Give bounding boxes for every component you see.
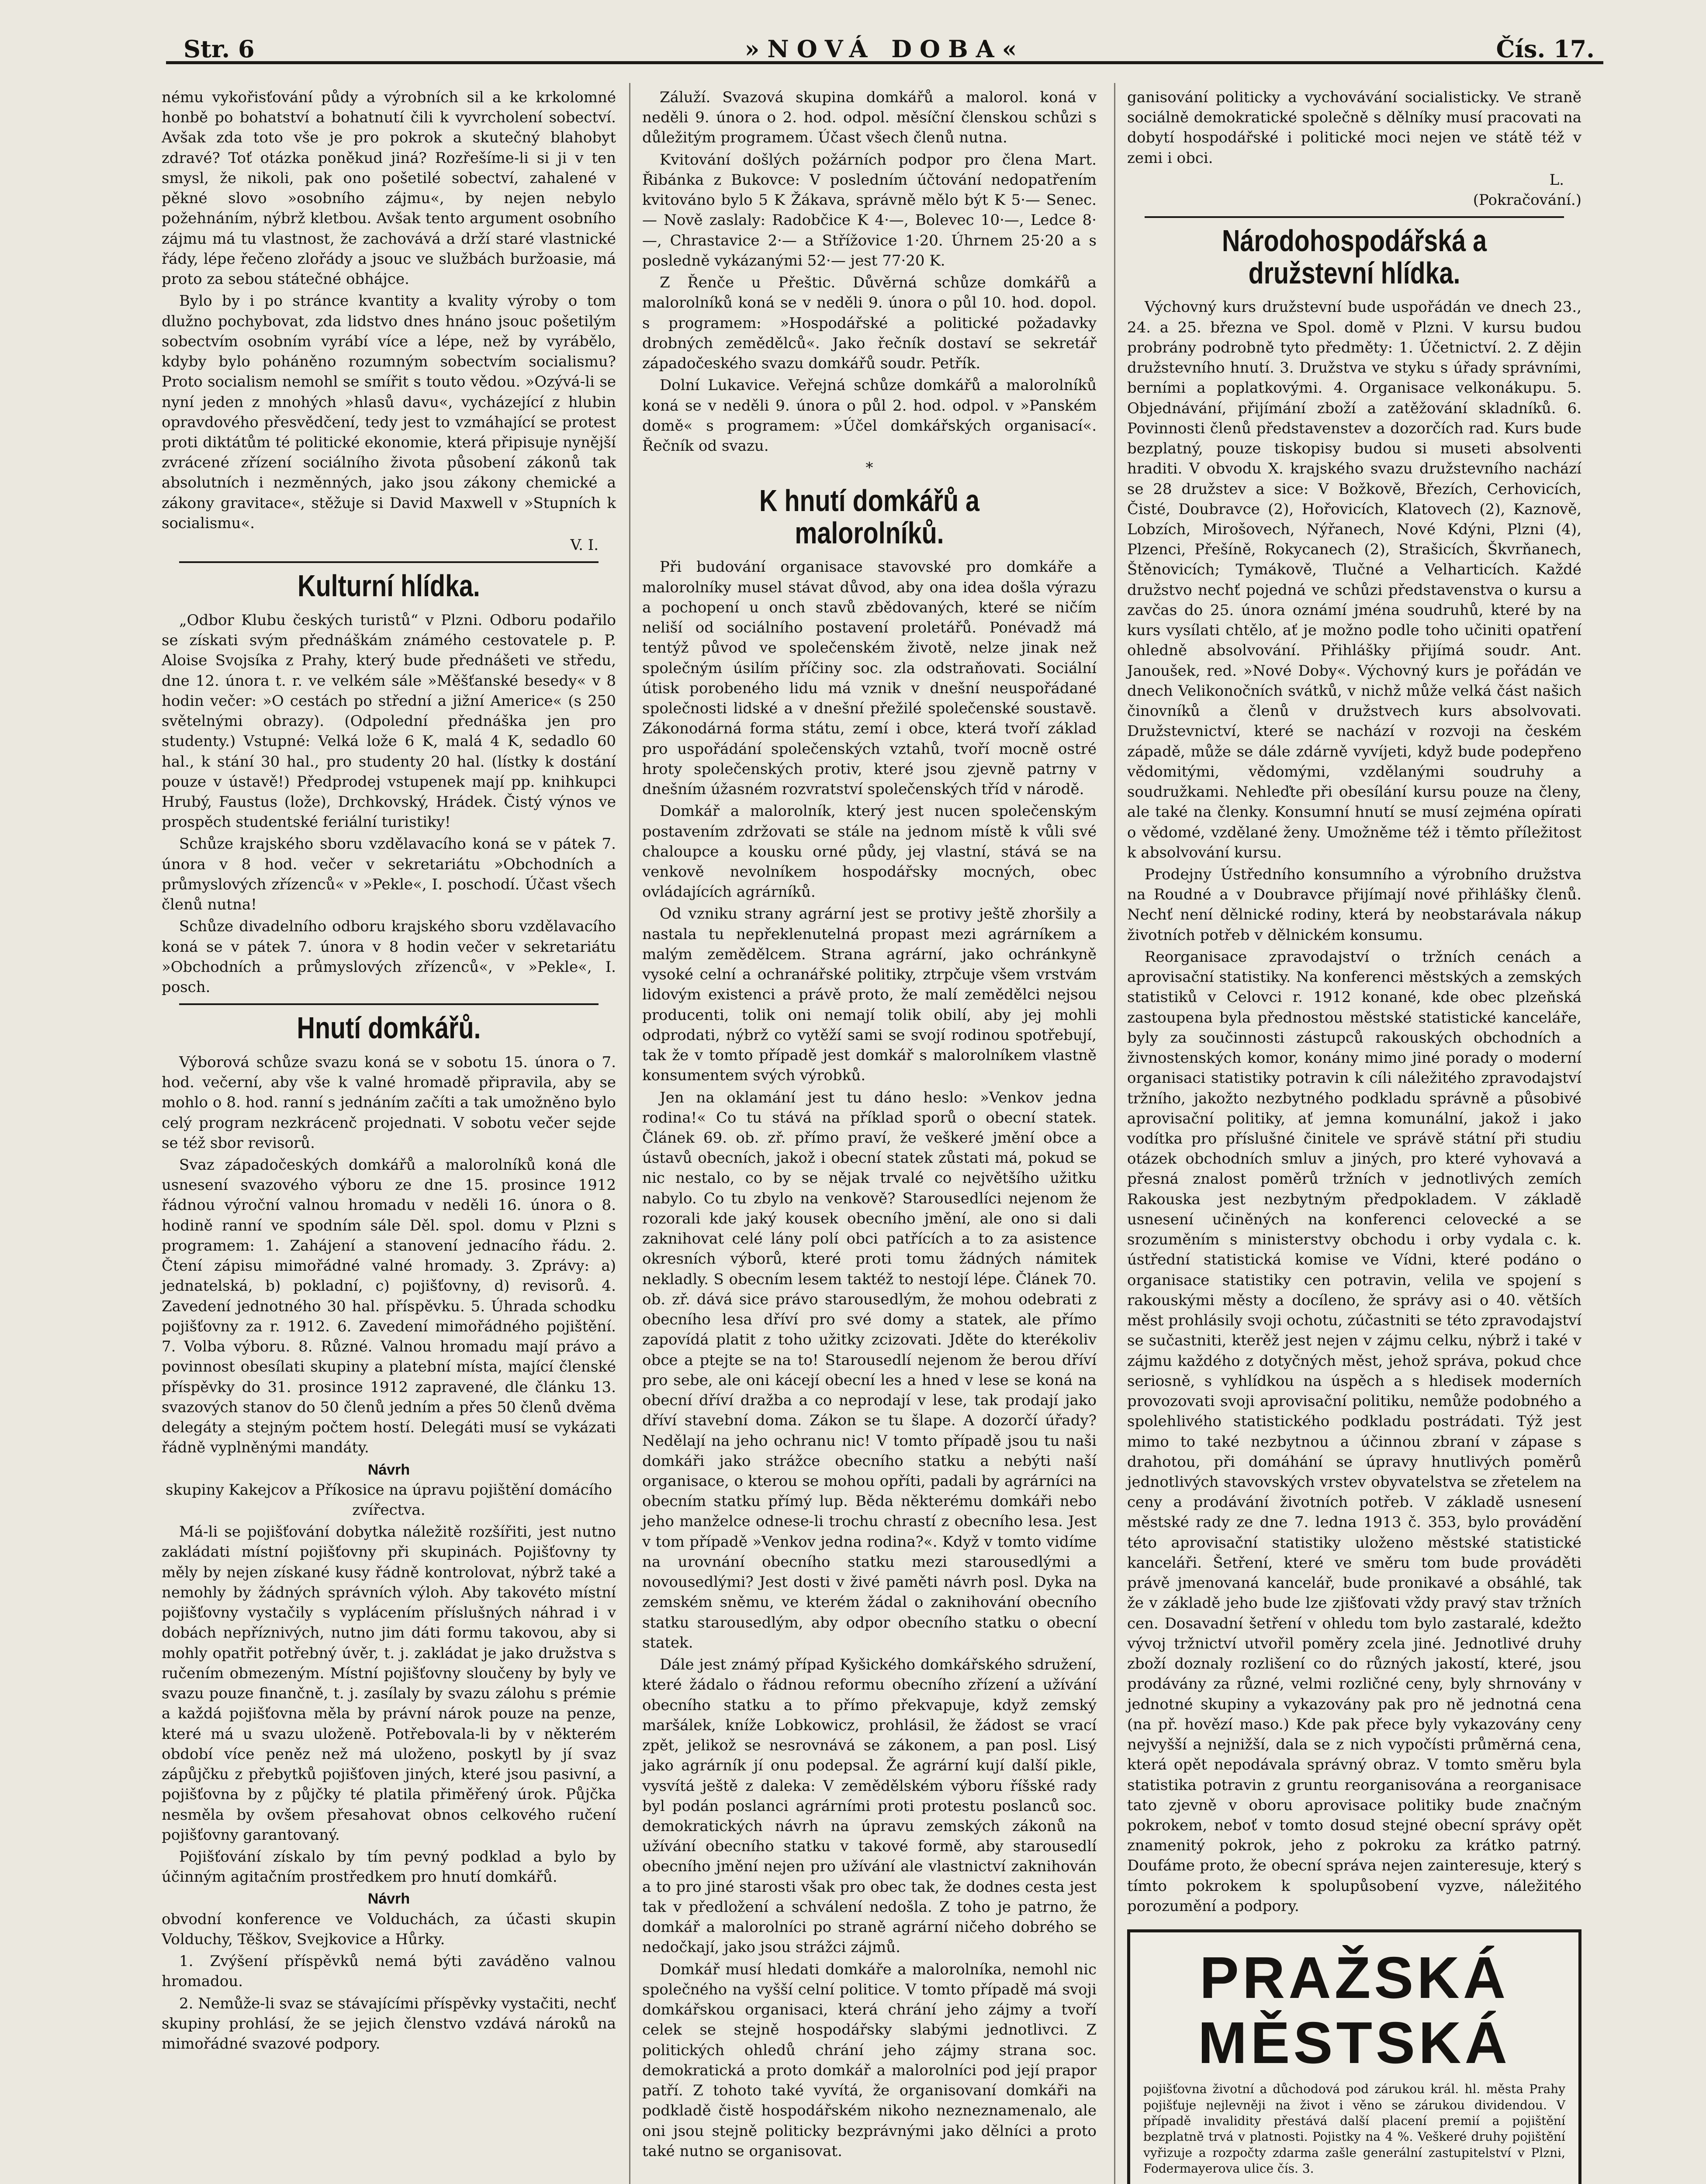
newspaper-title: »NOVÁ DOBA« (744, 35, 1025, 63)
section-heading-kulturni: Kulturní hlídka. (298, 569, 480, 603)
article-paragraph: Domkář musí hledati domkáře a malorolníka, nemohl nic společného na vyšší celní politice. V tomto případě má svoji domkářskou organisaci, která chrání jeho zájmy a tvoří celek se stejně hospodářsky slabými jednotlivci. Z politických ohledů chrání jeho zájmy strana soc. demokratická a proto domkář a malorolníci pod její prapor patří. Z tohoto také vyvítá, že organisovaní domkáři na podkladě čistě hospodářském nikoho nezneznamenalo, ale oni jsou stejně politicky bezprávnými jako dělníci a proto také nutno se organisovat. (642, 1960, 1097, 2160)
continued-note: (Pokračování.) (1473, 191, 1581, 209)
news-item: Záluží. Svazová skupina domkářů a malorol. koná v neděli 9. února o 2. hod. odpol. měsíční členskou schůzi s důležitým programem. Účast všech členů nutna. (642, 89, 1097, 147)
news-item: Reorganisace zpravodajství o tržních cenách a aprovisační statistiky. Na konferenci městských a zemských statistiků v Celovci r. 1912 konané, kde obec plzeňská zastoupena byla přednostou městské statistické kanceláře, byly za součinnosti zástupců rakouských obchodních a živnostenských komor, konány mimo jiné porady o moderní organisaci statistiky potravin k cíli náležitého zpravodajství tržního, jakožto nezbytného podkladu správně a působivé aprovisační politiky, ať jemna komunální, jakož i jako vodítka pro příslušné činitele ve správě státní při studiu otázek obchodních smluv a jiných, pro které vyhovavá a přesná znalost poměrů tržních v jednotlivých zemích Rakouska jest nezbytným předpokladem. V základě usnesení učiněných na konferenci celovecké a se srozuměním s ministerstvy obchodu i orby vydala c. k. ústřední statistická komise ve Vídni, které podáno o organisace statistiky cen potravin, velila ve spojení s rakouskými městy a docíleno, že správy asi o 40. větších měst prohlásily svoji ochotu, zúčastniti se této zpravodajství se sučastniti, kterěž jest nejen v zájmu celku, nýbrž i také v zájmu každého z dotyčných měst, jehož správa, pokud chce seriosně, s vyhlídkou na úspěch a s hledisek moderních provozovati svoji aprovisační politiku, nemůže podobného a spolehlivého statistického podkladu postrádati. Týž jest mimo to také nezbytnou a účinnou zbraní v zápase s drahotou, při domáhání se úpravy hnutlivých poměrů jednotlivých stavovských vrstev obyvatelstva se zřetelem na ceny a prodávání životních potřeb. V základě usnesení městské rady ze dne 7. ledna 1913 č. 353, bylo provádění této aprovisační statistiky uloženo městské statistické kanceláři. Šetření, které ve směru tom bude prováděti právě jmenovaná kancelář, bude pronikavé a obsáhlé, tak že v základě jeho bude lze zjišťovati vždy pravý stav tržních cen. Dosavadní šetření v ohledu tom bylo zastaralé, kdežto vývoj tržnictví utvořil poměry zcela jiné. Jednotlivé druhy zboží doznaly rozlišení co do různých jakostí, které, jsou prodávány za různé, velmi rozličné ceny, byly shrnovány v jednotné skupiny a vykazovány pak pro ně jednotná cena (na př. hovězí maso.) Kde pak přece byly vykazovány ceny nejvyšší a nejnižší, dala se z nich vypočísti průměrná cena, která opět nepodávala správný obraz. V tomto směru byla statistika potravin z gruntu reorganisována a reorganisace tato zjevně v oboru aprovisace politiky bude značným pokrokem, neboť v tomto dosud stejné obecní správy opět znamenitý pokrok, jeho z pokroku za krátko patrný. Doufáme proto, že obecní správa nejen zainteresuje, který s tímto pokrokem k spolupůsobení vyzve, náležitého porozumění a podpory. (1127, 948, 1581, 1915)
news-item: Svaz západočeských domkářů a malorolníků koná dle usnesení svazového výboru ze dne 15. prosince 1912 řádnou výroční valnou hromadu v neděli 16. února o 8. hodině ranní ve spodním sále Děl. spol. domu v Plzni s programem: 1. Zahájení a stanovení jednacího řádu. 2. Čtení zápisu mimořádné valné hromady. 3. Zprávy: a) jednatelská, b) pokladní, c) pojišťovny, d) revisorů. 4. Zavedení jednotného 30 hal. příspěvku. 5. Úhrada schodku pojišťovny za r. 1912. 6. Zavedení mimořádného pojištění. 7. Volba výboru. 8. Různé. Valnou hromadu mají právo a povinnost obesílati skupiny a platební místa, mající členské příspěvky do 31. prosince 1912 zapravené, dle článku 13. svazových stanov do 50 členů jedním a přes 50 členů dvěma delegáty a stejným počtem hostí. Delegáti musí se vykázati řádně vyplněnými mandáty. (162, 1156, 616, 1457)
proposal-paragraph: Má-li se pojišťování dobytka náležitě rozšířiti, jest nutno zakládati místní pojišťovny při skupinách. Pojišťovny ty měly by nejen získané kusy řádně kontrolovat, nýbrž také a nemohly by žádných správních výloh. Aby takovéto místní pojišťovny vystačily s vyplácením příslušných náhrad i v dobách nepříznivých, nutno jim dáti formu takovou, aby si mohly opatřit potřebný úvěr, t. j. zakládat je jako družstva s ručením obmezeným. Místní pojišťovny sloučeny by byly ve svazu pouze finančně, t. j. zasílaly by svazu zálohu s prémie a každá pojišťovna měla by právní nárok pouze na penze, které má u svazu uloženě. Potřebovala-li by v některém období více peněz než má uloženo, poskytl by jí svaz zápůjčku z přebytků pojišťoven jiných, které jsou pasivní, a pojišťovna by z půjčky té platila přiměřený úrok. Půjčka nesměla by ovšem přesahovat obnos celkového ručení pojišťovny garantovaný. (162, 1523, 616, 1844)
news-item: Schůze divadelního odboru krajského sboru vzdělavacího koná se v pátek 7. února v 8 hodin večer v sekretariátu »Obchodních a průmyslových zřízenců«, v »Pekle«, I. posch. (162, 918, 616, 996)
section-rule (179, 1003, 599, 1005)
news-item: Dolní Lukavice. Veřejná schůze domkářů a malorolníků koná se v neděli 9. února o půl 2. hod. odpol. v »Panském domě« s programem: »Účel domkářských organisací«. Řečník od svazu. (642, 377, 1097, 455)
news-item: Výchovný kurs družstevní bude uspořádán ve dnech 23., 24. a 25. března ve Spol. domě v Plzni. V kursu budou probrány podrobně tyto předměty: 1. Účetnictví. 2. Z dějin družstevního hnutí. 3. Družstva ve styku s úřady správními, berními a poplatkovými. 4. Organisace velkonákupu. 5. Objednávání, přijímání zboží a zatěžování skladníků. 6. Povinnosti členů představenstev a dozorčích rad. Kurs bude bezplatný, pouze tiskopisy budou si museti absolventi hraditi. V obvodu X. krajského svazu družstevního nachází se 28 družstev a sice: V Božkově, Březích, Cerhovicích, Čisté, Doubravce (2), Hořovicích, Klatovech (2), Kaznově, Lobzích, Mirošovech, Nýřanech, Nové Kdýni, Plzni (4), Plzenci, Přešíně, Rokycanech (2), Strašicích, Škvrňanech, Štěnovicích; Tymákově, Tlučné a Velharticích. Každé družstvo nechť pojedná ve schůzi představenstva o kursu a zavčas do 25. února oznámí jména soudruhů, které by na kurs vysílati chtělo, ať je možno podle toho učiniti opatření ohledně absolvování. Přihlášky přijímá soudr. Ant. Janoušek, red. »Nové Doby«. Výchovný kurs je pořádán ve dnech Velikonočních svátků, v nichž může velká část našich činovníků a členů v družstvech kurs absolvovati. Družstevnictví, které se nachází v rozvoji na českém západě, může se dále zdárně vyvíjeti, když bude podepřeno vědomitými, vědomými, vzdělanými soudruhy a soudružkami. Nehleďte při obesílání kursu pouze na členy, ale také na členky. Konsumní hnutí se musí zejména opírati o vědomé, vzdělané ženy. Umožněme též i těmto příležitost k absolvování kursu. (1127, 298, 1581, 861)
ad-title-line-2: MĚSTSKÁ (1197, 2009, 1511, 2076)
proposal-heading: Návrh (367, 1890, 410, 1908)
insurance-advertisement (1127, 1929, 1581, 2184)
page-number: Str. 6 (183, 35, 255, 63)
article-paragraph: ganisování politicky a vychovávání socialisticky. Ve straně sociálně demokratické společně s dělníky musí pracovati na dobytí hospodářské i politické moci nejen ve státě též v zemi i obci. (1127, 89, 1581, 167)
proposal-paragraph: 1. Zvýšení příspěvků nemá býti zaváděno valnou hromadou. (162, 1952, 616, 1990)
news-item: Z Řenče u Přeštic. Důvěrná schůze domkářů a malorolníků koná se v neděli 9. února o půl 10. hod. dopol. s programem: »Hospodářské a politické požadavky drobných zemědělců«. Jako řečník dostaví se sekretář západočeského svazu domkářů soudr. Petřík. (642, 274, 1097, 373)
ad-body: pojišťovna životní a důchodová pod zárukou král. hl. města Prahy pojišťuje nejlevněji na život i věno se zárukou dividendou. V případě invalidity přestává další placení premií a pojištění bezplatně trvá v platnosti. Pojistky na 4 %. Veškeré druhy pojištění vyřizuje a rozpočty zdarma zašle generální zastupitelství v Plzni, Fodermayerova ulice čís. 3. (1143, 2082, 1565, 2176)
news-item: Výborová schůze svazu koná se v sobotu 15. února o 7. hod. večerní, aby vše k valné hromadě připravila, aby se mohlo o 8. hod. ranní s jednáním začíti a tak umožněno bylo celý program nezkrácenč projednati. V sobotu večer sejde se též sbor revisorů. (162, 1053, 616, 1152)
column-separator-2 (1114, 83, 1115, 2184)
issue-number: Čís. 17. (1496, 35, 1595, 63)
article-paragraph: Od vzniku strany agrární jest se protivy ještě zhoršily a nastala tu nepřeklenutelná propast mezi agrárníkem a malým zemědělcem. Strana agrární, jako ochránkyně vysoké celní a ochranářské politiky, ztrpčuje všem vrstvám lidovým existenci a právě proto, že malí zemědělci nejsou producenti, tolik oni nemají tolik obilí, aby jej mohli odprodati, nýbrž co vytěží sami se svojí rodinou spotřebují, tak že v tomto případě jest domkář s malorolníkem vlastně konsumentem svých výrobků. (642, 905, 1097, 1085)
ad-title-line-1: PRAŽSKÁ (1199, 1945, 1509, 2011)
proposal-subtitle: obvodní konference ve Volduchách, za účasti skupin Volduchy, Těškov, Svejkovice a Hůrky. (162, 1910, 616, 1948)
proposal-subtitle: skupiny Kakejcov a Příkosice na úpravu pojištění domácího zvířectva. (166, 1481, 612, 1519)
news-item: „Odbor Klubu českých turistů“ v Plzni. Odboru podařilo se získati svým přednáškám známého cestovatele p. P. Aloise Svojsíka z Prahy, který bude přednášeti ve středu, dne 12. února t. r. ve velkém sále »Měšťanské besedy« v 8 hodin večer: »O cestách po střední a jižní Americe« (s 250 světelnými obrazy). (Odpolední přednáška jen pro studenty.) Vstupné: Velká lože 6 K, malá 4 K, sedadlo 60 hal., k stání 30 hal., pro studenty 20 hal. (lístky k dostání pouze v ústavě!) Předprodej vstupenek mají pp. knihkupci Hrubý, Faustus (lože), Drchkovský, Hrádek. Čistý výnos ve prospěch studentské feriální turistiky! (162, 611, 616, 831)
article-signature: V. I. (570, 536, 599, 554)
page-header (166, 31, 1603, 64)
section-rule (1145, 216, 1564, 218)
news-item: Schůze krajského sboru vzdělavacího koná se v pátek 7. února v 8 hod. večer v sekretariátu »Obchodních a průmyslových zřízenců« v »Pekle«, I. poschodí. Účast všech členů nutna! (162, 835, 616, 914)
proposal-paragraph: Pojišťování získalo by tím pevný podklad a bylo by účinným agitačním prostředkem pro hnutí domkářů. (162, 1848, 616, 1886)
column-separator-1 (629, 83, 630, 2184)
section-heading-narodohospodarska: Národohospodářská a družstevní hlídka. (1222, 224, 1487, 290)
article-paragraph: Dále jest známý případ Kyšického domkářského sdružení, které žádalo o řádnou reformu obecního zřízení a užívání obecního statku a to přímo překvapuje, když zemský maršálek, kníže Lobkowicz, prohlásil, že žádost se vrací zpět, jelikož se nesrovnává se zákonem, a pan posl. Lisý jako agrárník jí onu podepsal. Že agrární kují další pikle, vysvítá ještě z daleka: V zemědělském výboru říšské rady byl podán poslanci agrárními proti protestu poslanců soc. demokratických návrh na úpravu zemských zákonů na užívání obecního statku v takové formě, aby starousedlí obecního jmění nejen pro užívání ale vlastnictví zaknihován a to pro jiné starosti však pro obec tak, že dodnes cesta jest tak v předložení a schválení nedošla. Z toho je patrno, že domkář a malorolníci po straně agrární ničeho dobrého se nedočkají, jako jsou strážci zájmů. (642, 1656, 1097, 1956)
asterisk-divider: * (865, 459, 873, 477)
news-item: Kvitování došlých požárních podpor pro člena Mart. Řibánka z Bukovce: V posledním účtování nedopatřením kvitováno bylo 5 K Žákava, správně mělo být K 5·— Senec. — Nově zaslaly: Radobčice K 4·—, Bolevec 10·—, Ledce 8·—, Chrastavice 2·— a Střížovice 1·20. Úhrnem 25·20 a s posledně vykázanými 52·— jest 77·20 K. (642, 151, 1097, 270)
proposal-heading: Návrh (367, 1461, 410, 1478)
article-signature: L. (1549, 171, 1564, 189)
proposal-paragraph: 2. Nemůže-li svaz se stávajícími příspěvky vystačiti, nechť skupiny prohlásí, že se jejich členstvo vzdává nároků na mimořádné svazové podpory. (162, 1994, 616, 2053)
column-2 (642, 87, 1097, 2163)
article-paragraph: Při budování organisace stavovské pro domkáře a malorolníky musel stávat důvod, aby ona idea došla výrazu a pochopení u onch stavů zbědovaných, které se ničím neliší od sociálního postavení proletářů. Ponévadž má tentýž původ ve společenském životě, nelze jinak než společným úsilím příčiny soc. zla odstraňovati. Sociální útisk porobeného lidu má vznik v dnešní neuspořádané společnosti lidské a v dnešní přežilé společenské soustavě. Zákonodárná forma státu, zemí i obce, která tvoří základ pro uspořádání společenských vztahů, tvoří mocně ostré hroty společenských protiv, které jsou zjevně patrny v dnešním úžasném rozvratství společenských tříd v národě. (642, 558, 1097, 798)
article-paragraph: nému vykořisťování půdy a výrobních sil a ke krkolomné honbě po bohatství a bohatnutí čili k vyvrcholení sobectví. Avšak zda toto vše je pro pokrok a skutečný blahobyt zdravé? Toť otázka poněkud jiná? Rozřešíme-li si ji v ten smysl, že nikoli, pak ono pošetilé sobectví, zahalené v pěkné slovo »osobního zájmu«, by nejen nebylo požehnáním, nýbrž kletbou. Avšak tento argument osobního zájmu má tu vlastnost, že zachovává a drží staré vlastnické řády, lépe řečeno zlořády a jsouc ve službách buržoasie, má proto za sebou státečné obhájce. (162, 89, 616, 288)
article-paragraph: Bylo by i po stránce kvantity a kvality výroby o tom dlužno pochybovat, zda lidstvo dnes hnáno jsouc pošetilým sobectvím osobním vyrábí více a lépe, než by vyrábělo, kdyby bylo poháněno rozumným sobectvím socialismu? Proto socialism nemohl se smířit s touto vědou. »Ozývá-li se nyní jeden z mnohých »hlasů davu«, vycházející z hlubin opravdového přesvědčení, tedy jest to vzmáhající se protest proti diktátům té politické ekonomie, která připisuje nynější zvrácené zřízení sociálního života působení zákonů tak absolutních i nezměnných, jako jsou zákony chemické a zákony gravitace«, stěžuje si David Maxwell v »Stupních k socialismu«. (162, 292, 616, 532)
section-heading-hnuti: Hnutí domkářů. (297, 1011, 481, 1045)
news-item: Prodejny Ústředního konsumního a výrobního družstva na Roudné a v Doubravce přijímají nové přihlášky členů. Nechť není dělnické rodiny, která by neobstarávala nákup životních potřeb v dělnickém konsumu. (1127, 865, 1581, 944)
section-rule (179, 561, 599, 563)
column-3 (1127, 87, 1581, 2184)
article-paragraph: Jen na oklamání jest tu dáno heslo: »Venkov jedna rodina!« Co tu stává na příklad sporů o obecní statek. Článek 69. ob. zř. přímo praví, že veškeré jmění obce a ústavů obecních, jakož i obecní statek zůstati má, pokud se nic nestalo, co by se nějak trvalé co největšího užitku nabylo. Co tu zbylo na venkově? Starousedlíci nejenom že rozorali kde jaký kousek obecního jmění, ale ono si dali zaknihovat celé lány polí obci patřících a to za asistence okresních výborů, které proti tomu žádných námitek nekladly. S obecním lesem taktéž to nestojí lépe. Článek 70. ob. zř. dává sice právo starousedlým, že mohou odebrati z obecního lesa dříví pro své domy a statek, ale přímo zapovídá platit z toho užitky zcizovati. Jděte do kterékoliv obce a ptejte se na to! Starousedlí nejenom že berou dříví pro sebe, ale oni kácejí obecní les a hned v lese se koná na obecní dříví dražba a co neprodají v lese, tak prodají jako dříví stavební doma. Zákon se tu šlape. A dozorčí úřady? Nedělají na jeho ochranu nic! V tomto případě jsou tu naši domkáři jako strážce obecního statku a nebýti naší organisace, o kterou se mohou opříti, padali by agrárníci na obecním statku přímý lup. Běda některému domkáři nebo jeho manželce odnese-li trochu chrastí z obecního lesa. Jest v tom případě »Venkov jedna rodina?«. Když v tomto vidíme na urovnání obecního statku mezi starousedlými a novousedlými? Jest dosti v živé paměti návrh posl. Dyka na zemském sněmu, ve kterém žádal o zaknihování obecního statku starousedlým, aby odpor obecního statku o obecní statek. (642, 1089, 1097, 1652)
column-1 (162, 87, 616, 2056)
section-heading-domkaru: K hnutí domkářů a malorolníků. (759, 484, 979, 550)
article-paragraph: Domkář a malorolník, který jest nucen společenským postavením zdržovati se stále na jednom místě k vůli své chaloupce a kousku orné půdy, jej vlastní, stává se na venkově nevolníkem hospodářsky mocných, obec ovládajících agrárníků. (642, 802, 1097, 901)
